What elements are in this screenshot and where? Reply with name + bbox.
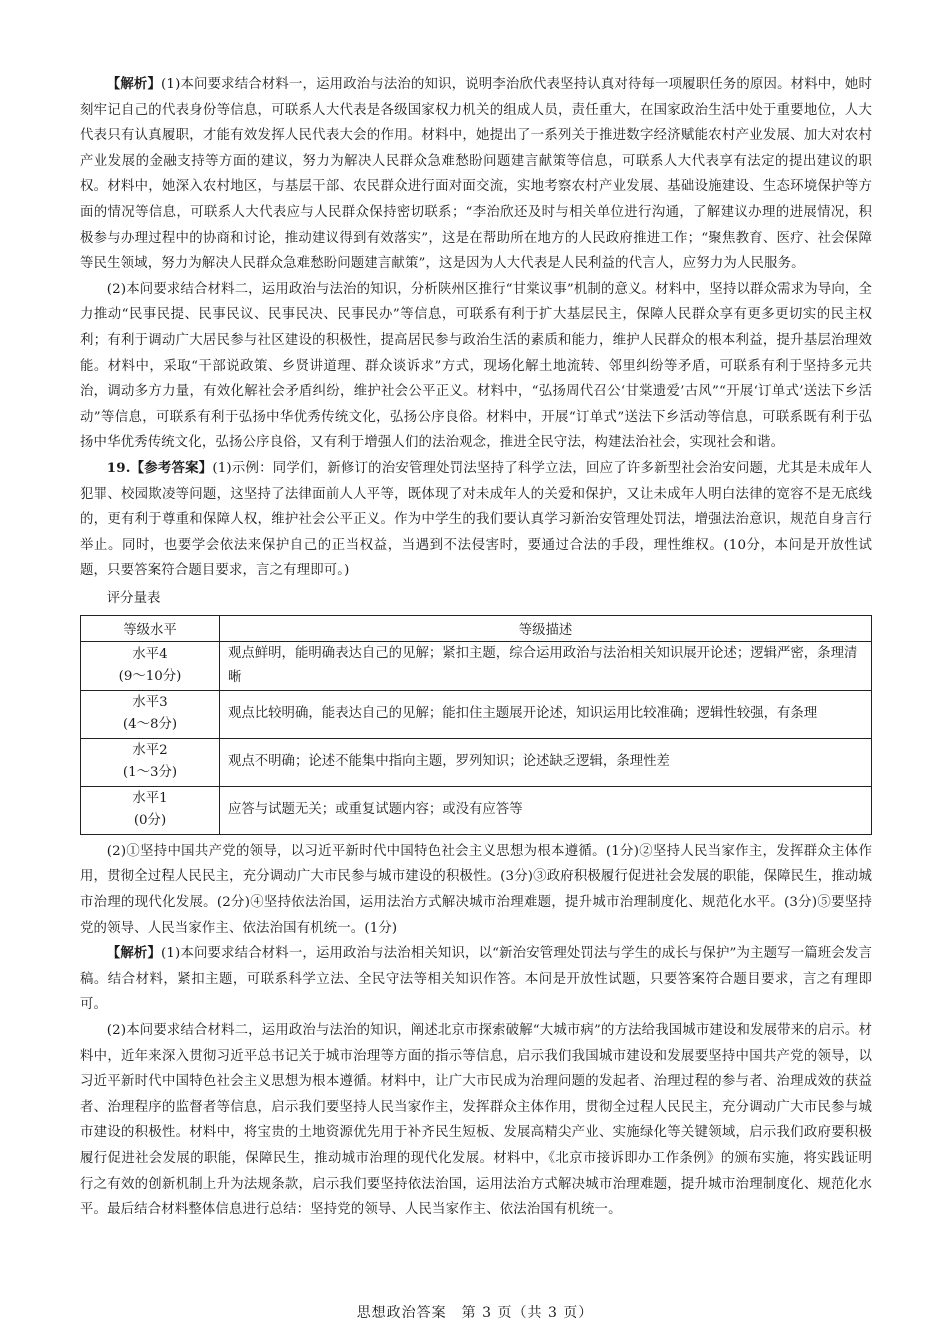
- paragraph-tag: 【解析】: [106, 76, 162, 92]
- level-name: 水平2: [132, 743, 168, 759]
- level-name: 水平4: [132, 646, 168, 662]
- page-footer: 思想政治答案 第 3 页（共 3 页）: [356, 1305, 594, 1321]
- analysis-paragraph: [80, 72, 872, 277]
- paragraph-text: (1)本问要求结合材料一，运用政治与法治相关知识，以“新治安管理处罚法与学生的成长与保护”为主题写一篇班会发言稿。结合材料，紧扣主题，可联系科学立法、全民守法等相关知识作答。本问是开放性试题，只要答案符合题目要求，言之有理即可。: [80, 946, 873, 1013]
- paragraph-text: (1)本问要求结合材料一，运用政治与法治的知识，说明李治欣代表坚持认真对待每一项履职任务的原因。材料中，她时刻牢记自己的代表身份等信息，可联系人大代表是各级国家权力机关的组成人员，责任重大，在国家政治生活中处于重要地位，人大代表只有认真履职，才能有效发挥人民代表大会的作用。材料中，她提出了一系列关于推进数字经济赋能农村产业发展、加大对农村产业发展的金融支持等方面的建议，努力为解决人民群众急难愁盼问题建言献策等信息，可联系人大代表享有法定的提出建议的职权。材料中，她深入农村地区，与基层干部、农民群众进行面对面交流，实地考察农村产业发展、基础设施建设、生态环境保护等方面的情况等信息，可联系人大代表应与人民群众保持密切联系；“李治欣还及时与相关单位进行沟通，了解建议办理的进展情况，积极参与办理过程中的协商和讨论，推动建议得到有效落实”，这是在帮助所在地方的人民政府推进工作；“聚焦教育、医疗、社会保障等民生领域，努力为解决人民群众急难愁盼问题建言献策”，这是因为人大代表是人民利益的代言人，应努力为人民服务。: [80, 77, 872, 272]
- level-cell: [81, 690, 220, 738]
- analysis-paragraph: [80, 277, 872, 456]
- analysis-paragraph: [80, 941, 872, 1018]
- level-description: 观点比较明确，能表达自己的见解；能扣住主题展开论述，知识运用比较准确；逻辑性较强，有条理: [220, 690, 872, 738]
- table-row: [81, 690, 872, 738]
- level-description: 观点鲜明，能明确表达自己的见解；紧扣主题，综合运用政治与法治相关知识展开论述；逻辑严密，条理清晰: [220, 641, 872, 690]
- paragraph-tag: 【解析】: [106, 945, 162, 962]
- table-row: [81, 641, 872, 690]
- paragraph-text: (1)示例：同学们，新修订的治安管理处罚法坚持了科学立法，回应了许多新型社会治安问题，尤其是未成年人犯罪、校园欺凌等问题，这坚持了法律面前人人平等，既体现了对未成年人的关爱和保护，又让未成年人明白法律的宽容不是无底线的，更有利于尊重和保障人权，维护社会公平正义。作为中学生的我们要认真学习新治安管理处罚法，增强法治意识，规范自身言行举止。同时，也要学会依法来保护自己的正当权益，当遇到不法侵害时，要通过合法的手段，理性维权。(10分，本问是开放性试题，只要答案符合题目要求，言之有理即可。): [80, 460, 872, 579]
- paragraph-text: (2)①坚持中国共产党的领导，以习近平新时代中国特色社会主义思想为根本遵循。(1分)②坚持人民当家作主，发挥群众主体作用，贯彻全过程人民民主，充分调动广大市民参与城市建设的积极性。(3分)③政府积极履行促进社会发展的职能，保障民生，推动城市治理的现代化发展。(2分)④坚持依法治国，运用法治方式解决城市治理难题，提升城市治理制度化、规范化水平。(3分)⑤要坚持党的领导、人民当家作主、依法治国有机统一。(1分): [80, 843, 872, 936]
- level-name: 水平1: [132, 791, 168, 807]
- level-description: 观点不明确；论述不能集中指向主题，罗列知识；论述缺乏逻辑，条理性差: [220, 738, 872, 786]
- paragraph-tag: 19.【参考答案】: [106, 459, 213, 476]
- table-header-row: [81, 615, 872, 641]
- level-description: 应答与试题无关；或重复试题内容；或没有应答等: [220, 786, 872, 834]
- scoring-table: [80, 615, 872, 835]
- level-name: 水平3: [132, 695, 168, 711]
- table-row: [81, 786, 872, 834]
- table-label: 评分量表: [106, 590, 161, 606]
- analysis-paragraph: [80, 1018, 872, 1223]
- level-score: (4～8分): [122, 717, 178, 733]
- level-cell: [81, 738, 220, 786]
- level-score: (0分): [133, 813, 167, 829]
- paragraph-text: (2)本问要求结合材料二，运用政治与法治的知识，阐述北京市探索破解“大城市病”的方法给我国城市建设和发展带来的启示。材料中，近年来深入贯彻习近平总书记关于城市治理等方面的指示等信息，启示我们我国城市建设和发展要坚持中国共产党的领导，以习近平新时代中国特色社会主义思想为根本遵循。材料中，让广大市民成为治理问题的发起者、治理过程的参与者、治理成效的获益者、治理程序的监督者等信息，启示我们要坚持人民当家作主，发挥群众主体作用，贯彻全过程人民民主，充分调动广大市民参与城市建设的积极性。材料中，将宝贵的土地资源优先用于补齐民生短板、发展高精尖产业、实施绿化等关键领域，启示我们政府要积极履行促进社会发展的职能，保障民生，推动城市治理的现代化发展。材料中，《北京市接诉即办工作条例》的颁布实施，将实践证明行之有效的创新机制上升为法规条款，启示我们要坚持依法治国，运用法治方式解决城市治理难题，提升城市治理制度化、规范化水平。最后结合材料整体信息进行总结：坚持党的领导、人民当家作主、依法治国有机统一。: [80, 1023, 872, 1218]
- paragraph-text: (2)本问要求结合材料二，运用政治与法治的知识，分析陕州区推行“甘棠议事”机制的意义。材料中，坚持以群众需求为导向，全力推动“民事民提、民事民议、民事民决、民事民办”等信息，可联系有利于扩大基层民主，保障人民群众享有更多更切实的民主权利；有利于调动广大居民参与社区建设的积极性，提高居民参与政治生活的素质和能力，维护人民群众的根本利益，提升基层治理效能。材料中，采取“干部说政策、乡贤讲道理、群众谈诉求”方式，现场化解土地流转、邻里纠纷等矛盾，可联系有利于坚持多元共治，调动多方力量，有效化解社会矛盾纠纷，维护社会公平正义。材料中，“弘扬周代召公‘甘棠遗爱’古风”“开展‘订单式’送法下乡活动”等信息，可联系有利于弘扬中华优秀传统文化，弘扬公序良俗。材料中，开展“订单式”送法下乡活动等信息，可联系既有利于弘扬中华优秀传统文化，弘扬公序良俗，又有利于增强人们的法治观念，推进全民守法，构建法治社会，实现社会和谐。: [80, 281, 872, 451]
- column-header-level: 等级水平: [81, 615, 220, 641]
- table-row: [81, 738, 872, 786]
- answer-paragraph: [80, 456, 872, 584]
- level-score: (1～3分): [122, 765, 178, 781]
- level-cell: [81, 786, 220, 834]
- level-cell: [81, 641, 220, 690]
- column-header-description: 等级描述: [220, 615, 872, 641]
- level-score: (9～10分): [118, 668, 182, 684]
- answer-paragraph: [80, 839, 872, 941]
